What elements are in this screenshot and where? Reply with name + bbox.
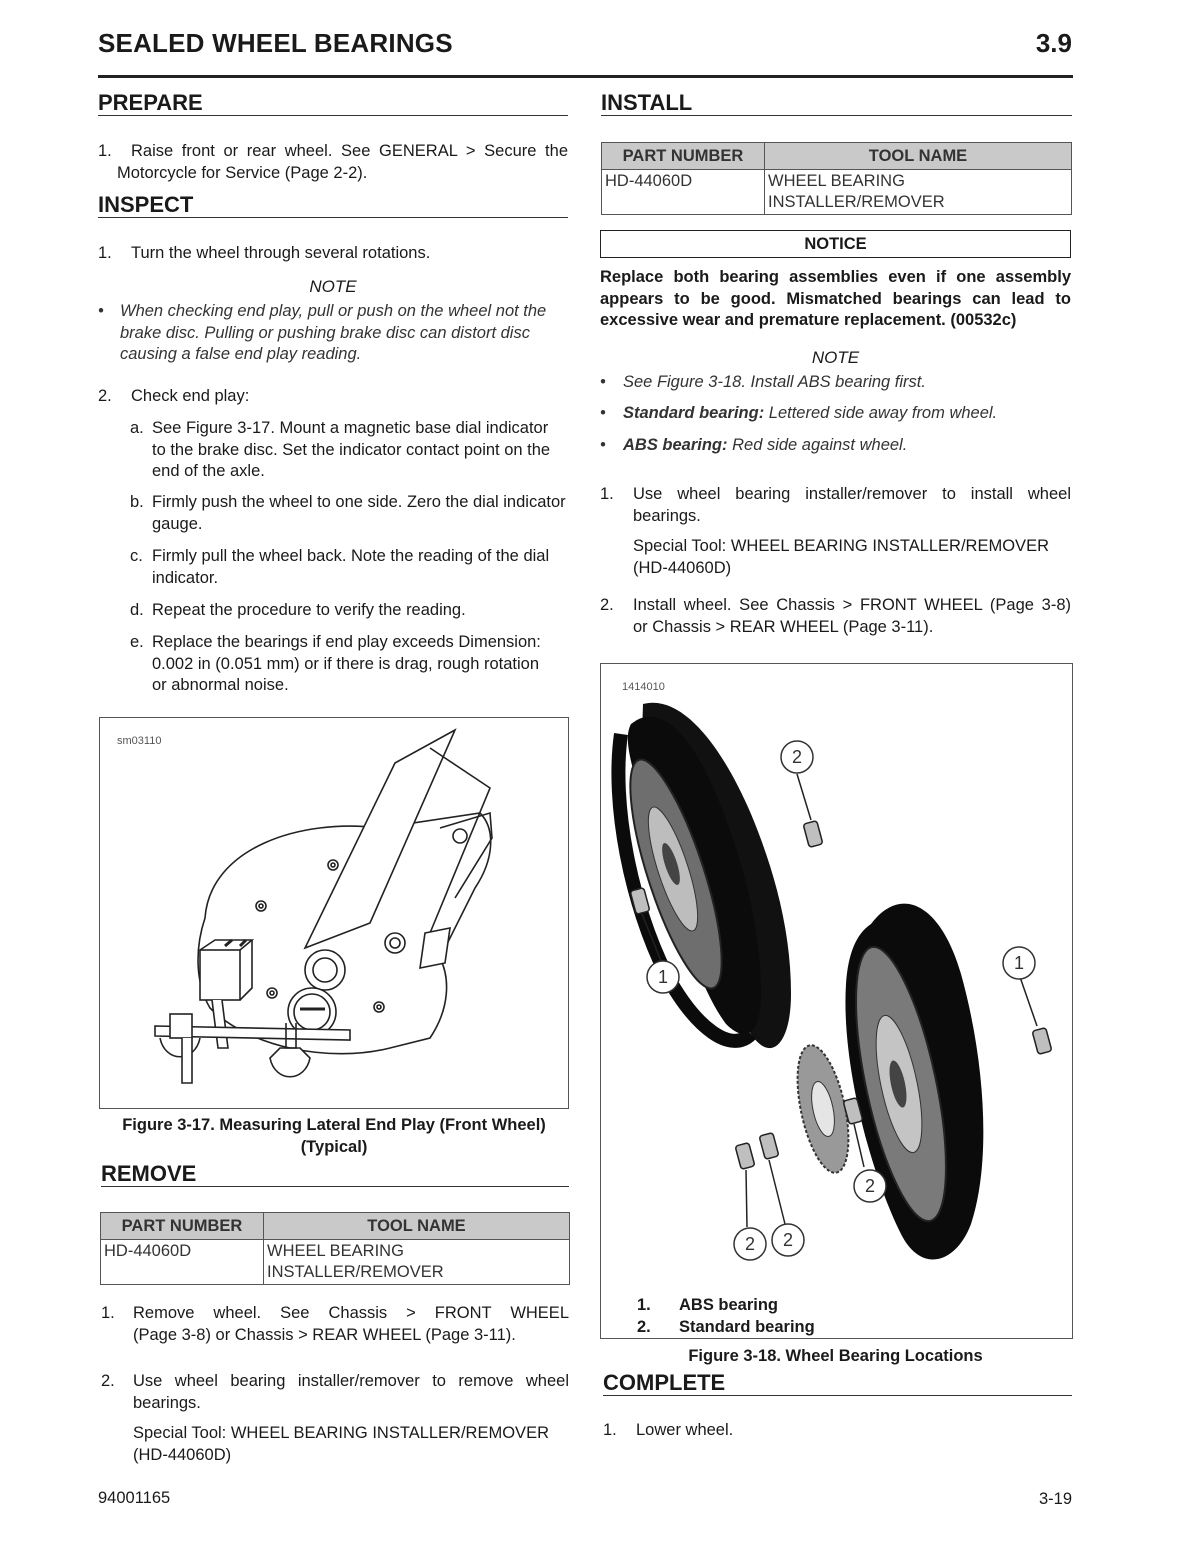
complete-heading: COMPLETE	[603, 1371, 1072, 1396]
column-header: TOOL NAME	[264, 1213, 570, 1240]
prepare-heading: PREPARE	[98, 91, 568, 116]
note-line: When checking end play, pull or push on the wheel not the	[120, 302, 547, 320]
substep-text: Repeat the procedure to verify the reading.	[152, 601, 466, 619]
install-step-1	[600, 484, 1071, 579]
table-row	[602, 170, 1072, 215]
figure-3-17	[99, 717, 569, 1109]
callout-label: 2	[864, 1176, 876, 1196]
page-title: SEALED WHEEL BEARINGS	[98, 28, 453, 58]
section-number: 3.9	[1035, 28, 1072, 58]
substep-e	[130, 632, 570, 697]
substep-text: Firmly pull the wheel back. Note the reading of the dial	[152, 547, 550, 565]
legend-label: ABS bearing	[679, 1296, 779, 1314]
bullet-icon: •	[600, 436, 606, 454]
remove-heading: REMOVE	[101, 1162, 569, 1187]
substep-d	[130, 600, 570, 622]
step-text: Remove wheel. See Chassis > FRONT WHEEL	[133, 1304, 569, 1322]
column-header: PART NUMBER	[101, 1213, 264, 1240]
column-header: PART NUMBER	[602, 143, 765, 170]
substep-a	[130, 418, 570, 483]
prepare-step-1	[98, 141, 568, 184]
substep-letter: b.	[130, 493, 144, 511]
special-tool-text: Special Tool: WHEEL BEARING INSTALLER/REMOVER	[133, 1424, 549, 1442]
substep-letter: e.	[130, 633, 144, 651]
notice-box: NOTICE	[600, 230, 1071, 258]
step-text: bearings.	[133, 1393, 201, 1412]
figure-3-17-caption	[99, 1114, 569, 1158]
notice-line: Replace both bearing assemblies even if one assembly	[600, 268, 1071, 286]
special-tool-text: (HD-44060D)	[133, 1445, 232, 1464]
substep-text: end of the axle.	[152, 462, 265, 480]
bullet-bold: ABS bearing:	[623, 436, 728, 454]
bullet-icon: •	[98, 302, 104, 320]
bullet-text: Red side against wheel.	[727, 436, 908, 454]
notice-line: appears to be good. Mismatched bearings can lead to	[600, 289, 1071, 308]
substep-text: indicator.	[152, 568, 219, 587]
page-number-footer: 3-19	[1038, 1490, 1072, 1508]
install-note-bullet-1	[600, 372, 1071, 394]
substep-letter: c.	[130, 547, 143, 565]
step-number: 1.	[101, 1304, 115, 1322]
substep-c	[130, 546, 570, 589]
legend-number: 2.	[637, 1318, 651, 1336]
special-tool-text: (HD-44060D)	[633, 558, 732, 577]
substep-text: gauge.	[152, 514, 203, 533]
document-number: 94001165	[98, 1489, 171, 1507]
substep-letter: a.	[130, 419, 144, 437]
wheel-bearing-illustration	[601, 664, 1072, 1284]
step-number: 1.	[98, 142, 112, 160]
complete-step-1	[603, 1420, 1072, 1442]
bullet-text: Lettered side away from wheel.	[764, 404, 998, 422]
step-text: Turn the wheel through several rotations.	[131, 244, 431, 262]
step-number: 2.	[98, 387, 112, 405]
note-line: brake disc. Pulling or pushing brake disc can distort disc	[120, 323, 530, 342]
part-number-cell: HD-44060D	[602, 170, 765, 215]
install-tool-table	[601, 142, 1072, 215]
table-header-row	[101, 1213, 570, 1240]
dial-indicator-illustration	[100, 718, 568, 1108]
step-number: 2.	[600, 596, 614, 614]
step-text: Check end play:	[131, 387, 250, 405]
substep-b	[130, 492, 570, 535]
step-text: (Page 3-8) or Chassis > REAR WHEEL (Page 3-11).	[133, 1325, 516, 1344]
callout-label: 2	[791, 747, 803, 767]
install-note-label: NOTE	[811, 348, 860, 367]
remove-step-1	[101, 1303, 569, 1346]
install-note-bullet-2	[600, 403, 1071, 425]
remove-step-2	[101, 1371, 569, 1466]
remove-tool-table	[100, 1212, 570, 1285]
substep-text: or abnormal noise.	[152, 676, 289, 694]
bullet-icon: •	[600, 373, 606, 391]
substep-text: to the brake disc. Set the indicator contact point on the	[152, 440, 551, 459]
step-text: Raise front or rear wheel. See GENERAL > Secure the	[131, 142, 568, 160]
tool-name-line: INSTALLER/REMOVER	[768, 193, 945, 211]
caption-line: (Typical)	[300, 1138, 368, 1156]
tool-name-line: INSTALLER/REMOVER	[267, 1263, 444, 1281]
substep-text: See Figure 3-17. Mount a magnetic base dial indicator	[152, 419, 549, 437]
callout-label: 2	[782, 1230, 794, 1250]
tool-name-cell	[765, 170, 1072, 215]
rear-wheel-shape	[788, 904, 983, 1260]
legend-label: Standard bearing	[679, 1318, 815, 1336]
substep-letter: d.	[130, 601, 144, 619]
figure-3-18	[600, 663, 1073, 1339]
title-rule	[98, 75, 1073, 78]
legend-number: 1.	[637, 1296, 651, 1314]
figure-id: 1414010	[622, 681, 665, 693]
bullet-icon: •	[600, 404, 606, 422]
bullet-text: See Figure 3-18. Install ABS bearing first.	[623, 373, 926, 391]
special-tool-text: Special Tool: WHEEL BEARING INSTALLER/REMOVER	[633, 537, 1049, 555]
inspect-note	[98, 301, 568, 366]
figure-legend	[637, 1294, 815, 1338]
notice-line: excessive wear and premature replacement. (00532c)	[600, 311, 1017, 329]
step-number: 2.	[101, 1372, 115, 1390]
figure-id: sm03110	[117, 735, 162, 747]
substep-text: 0.002 in (0.051 mm) or if there is drag, rough rotation	[152, 654, 540, 673]
step-number: 1.	[600, 485, 614, 503]
inspect-step-1	[98, 243, 568, 265]
install-heading: INSTALL	[601, 91, 1072, 116]
install-note-bullet-3	[600, 435, 1071, 457]
table-row	[101, 1240, 570, 1285]
tool-name-cell	[264, 1240, 570, 1285]
legend-item	[637, 1294, 815, 1316]
part-number-cell: HD-44060D	[101, 1240, 264, 1285]
callout-label: 1	[1013, 953, 1025, 973]
inspect-note-label: NOTE	[309, 277, 357, 296]
front-wheel-shape	[601, 692, 854, 1284]
step-text: Install wheel. See Chassis > FRONT WHEEL (Page 3-8)	[633, 596, 1071, 614]
column-header: TOOL NAME	[765, 143, 1072, 170]
legend-item	[637, 1316, 815, 1338]
install-step-2	[600, 595, 1071, 638]
inspect-heading: INSPECT	[98, 193, 568, 218]
tool-name-line: WHEEL BEARING	[768, 172, 905, 190]
figure-3-18-caption: Figure 3-18. Wheel Bearing Locations	[688, 1347, 983, 1365]
bullet-bold: Standard bearing:	[623, 404, 765, 422]
substep-text: Firmly push the wheel to one side. Zero the dial indicator	[152, 493, 566, 511]
callout-label: 1	[657, 967, 669, 987]
step-number: 1.	[603, 1421, 617, 1439]
inspect-step-2	[98, 386, 568, 408]
notice-text	[600, 267, 1071, 332]
step-text: Lower wheel.	[636, 1421, 734, 1439]
step-number: 1.	[98, 244, 112, 262]
tool-name-line: WHEEL BEARING	[267, 1242, 404, 1260]
substep-text: Replace the bearings if end play exceeds Dimension:	[152, 633, 541, 651]
table-header-row	[602, 143, 1072, 170]
note-line: causing a false end play reading.	[120, 345, 362, 363]
step-text: bearings.	[633, 506, 701, 525]
step-text: Use wheel bearing installer/remover to install wheel	[633, 485, 1071, 503]
step-text: Use wheel bearing installer/remover to remove wheel	[133, 1372, 569, 1390]
step-text: or Chassis > REAR WHEEL (Page 3-11).	[633, 617, 934, 636]
step-text: Motorcycle for Service (Page 2-2).	[117, 163, 368, 182]
caption-line: Figure 3-17. Measuring Lateral End Play (Front Wheel)	[122, 1116, 546, 1134]
callout-label: 2	[744, 1234, 756, 1254]
